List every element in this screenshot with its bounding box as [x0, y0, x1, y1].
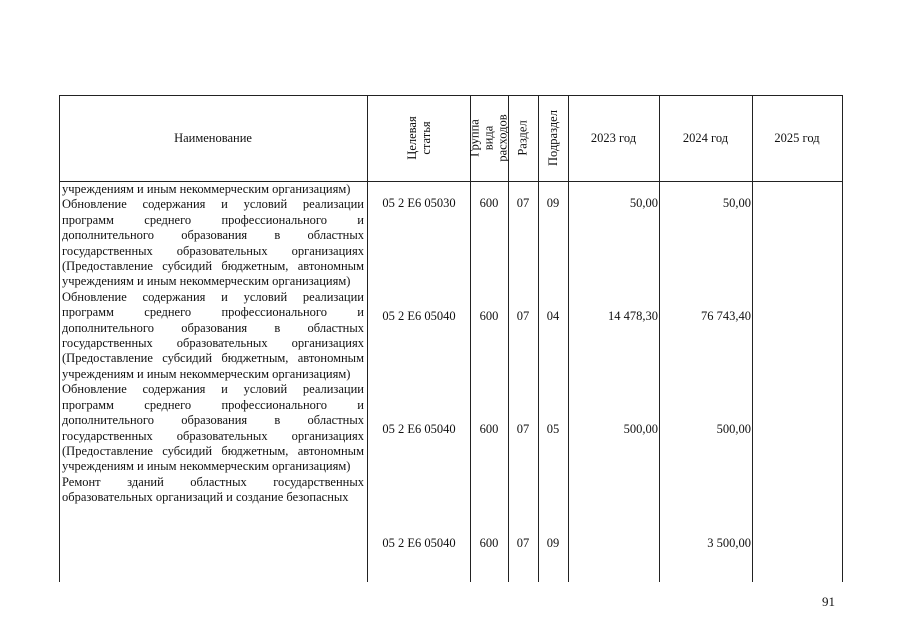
cell-2024: 500,00 — [716, 422, 751, 436]
cell-section: 07 — [516, 536, 530, 550]
header-name-label: Наименование — [174, 130, 252, 145]
name-segment: Обновление содержания и условий реализации программ среднего профессионального и дополнительного образования в областных государственных образовательных организациях (Предоставление субсидий бюджетным, автономным учреждениям и иным некоммерческим организациям) — [62, 197, 364, 289]
header-2023-label: 2023 год — [590, 130, 637, 145]
name-column — [62, 182, 364, 506]
name-segment: Обновление содержания и условий реализации программ среднего профессионального и дополнительного образования в областных государственных образовательных организациях (Предоставление субсидий бюджетным, автономным учреждениям и иным некоммерческим организациям) — [62, 382, 364, 474]
col-border — [842, 95, 843, 582]
cell-2023: 14 478,30 — [608, 309, 658, 323]
cell-2024: 76 743,40 — [701, 309, 751, 323]
cell-subsection: 09 — [546, 536, 560, 550]
cell-code: 05 2 Е6 05040 — [382, 422, 456, 436]
cell-section: 07 — [516, 309, 530, 323]
cell-group: 600 — [479, 196, 499, 210]
cell-2024: 50,00 — [722, 196, 751, 210]
header-2025 — [752, 95, 842, 181]
name-segment: Обновление содержания и условий реализации программ среднего профессионального и дополнительного образования в областных государственных образовательных организациях (Предоставление субсидий бюджетным, автономным учреждениям и иным некоммерческим организациям) — [62, 289, 364, 381]
header-subsection — [538, 95, 568, 181]
cell-group: 600 — [479, 309, 499, 323]
cell-subsection: 04 — [546, 309, 560, 323]
header-expense-group — [468, 95, 511, 181]
cell-code: 05 2 Е6 05030 — [382, 196, 456, 210]
header-expense-group-label: Группа вида расходов — [468, 114, 511, 162]
cell-2024: 3 500,00 — [707, 536, 751, 550]
cell-section: 07 — [516, 196, 530, 210]
cell-group: 600 — [479, 536, 499, 550]
name-segment: Ремонт зданий областных государственных образовательных организаций и создание безопасных — [62, 474, 364, 505]
cell-subsection: 05 — [546, 422, 560, 436]
budget-table — [59, 95, 843, 582]
header-subsection-label: Подраздел — [546, 110, 560, 166]
header-2024-label: 2024 год — [682, 130, 729, 145]
header-section — [508, 95, 538, 181]
header-2025-label: 2025 год — [774, 130, 820, 145]
cell-section: 07 — [516, 422, 530, 436]
header-target-article — [367, 95, 470, 181]
header-2024 — [659, 95, 752, 181]
cell-group: 600 — [479, 422, 499, 436]
cell-code: 05 2 Е6 05040 — [382, 536, 456, 550]
cell-subsection: 09 — [546, 196, 560, 210]
header-section-label: Раздел — [516, 120, 531, 156]
name-segment: учреждениям и иным некоммерческим организациям) — [62, 182, 351, 196]
cell-2023: 500,00 — [623, 422, 658, 436]
header-target-article-label: Целевая статья — [404, 116, 433, 160]
cell-code: 05 2 Е6 05040 — [382, 309, 456, 323]
header-2023 — [568, 95, 659, 181]
cell-2023: 50,00 — [629, 196, 658, 210]
header-name — [59, 95, 367, 181]
page-number: 91 — [822, 594, 835, 609]
